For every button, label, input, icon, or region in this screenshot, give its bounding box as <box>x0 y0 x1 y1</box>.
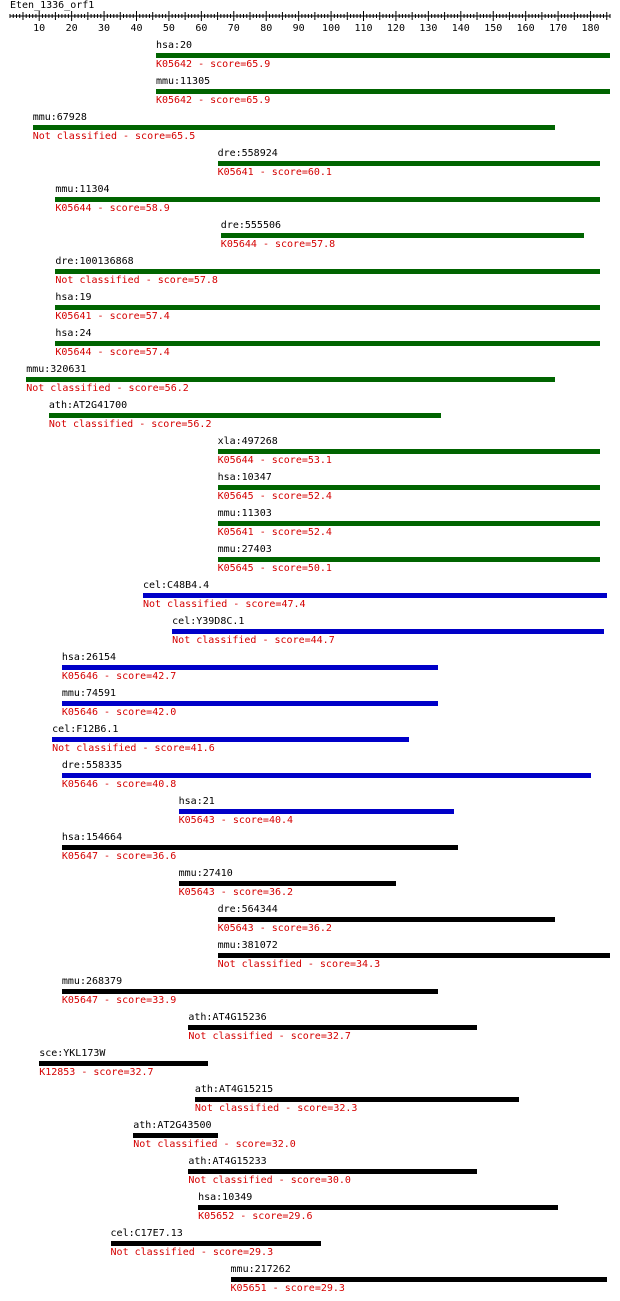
hit-bar[interactable] <box>55 341 600 346</box>
hit-score-label: Not classified - score=30.0 <box>188 1175 351 1186</box>
hit-row <box>188 1012 477 1043</box>
axis-tick-label: 90 <box>292 23 305 34</box>
hit-score-label: K05644 - score=57.4 <box>55 347 170 358</box>
axis-tick-label: 100 <box>322 23 341 34</box>
hit-row <box>55 256 600 287</box>
hit-row <box>188 1156 477 1187</box>
hit-row <box>55 292 600 323</box>
hit-name[interactable]: dre:558924 <box>217 148 278 159</box>
hit-row <box>218 904 555 935</box>
axis-tick-label: 50 <box>162 23 175 34</box>
hit-score-label: K05646 - score=40.8 <box>61 779 177 790</box>
hit-row <box>62 652 438 683</box>
hit-row <box>218 436 601 467</box>
hit-score-label: Not classified - score=56.2 <box>26 383 189 394</box>
hit-row <box>218 472 601 503</box>
hit-name[interactable]: hsa:20 <box>155 40 193 51</box>
hit-row <box>218 544 601 575</box>
hit-score-label: Not classified - score=34.3 <box>217 959 381 970</box>
hit-row <box>143 580 607 611</box>
hit-score-label: K05645 - score=50.1 <box>217 563 332 574</box>
hit-row <box>231 1264 607 1295</box>
hit-bar[interactable] <box>195 1097 519 1102</box>
hit-bar[interactable] <box>218 557 601 562</box>
axis-tick-label: 110 <box>354 23 373 34</box>
hit-bar[interactable] <box>188 1025 477 1030</box>
hit-row <box>62 832 458 863</box>
hit-name[interactable]: mmu:74591 <box>61 688 117 699</box>
hit-bar[interactable] <box>179 809 455 814</box>
hit-bar[interactable] <box>218 521 601 526</box>
hit-name[interactable]: mmu:27403 <box>217 544 272 555</box>
hit-name[interactable]: mmu:217262 <box>230 1264 291 1275</box>
axis-tick-label: 130 <box>419 23 438 34</box>
hit-bar[interactable] <box>62 665 438 670</box>
hit-score-label: Not classified - score=32.3 <box>194 1103 358 1114</box>
hit-row <box>39 1048 208 1079</box>
hit-name[interactable]: dre:564344 <box>217 904 278 915</box>
hit-name[interactable]: ath:AT2G41700 <box>48 400 128 411</box>
hit-name[interactable]: dre:100136868 <box>55 256 134 267</box>
hit-bar[interactable] <box>218 449 601 454</box>
hit-score-label: K12853 - score=32.7 <box>39 1067 154 1078</box>
axis-tick-label: 150 <box>484 23 503 34</box>
position-axis <box>0 0 620 36</box>
hit-score-label: Not classified - score=32.7 <box>188 1031 351 1042</box>
axis-tick-label: 30 <box>98 23 111 34</box>
hit-name[interactable]: mmu:11304 <box>55 184 110 195</box>
hit-bar[interactable] <box>143 593 607 598</box>
axis-tick-label: 70 <box>227 23 240 34</box>
hit-name[interactable]: sce:YKL173W <box>39 1048 106 1059</box>
hit-bar[interactable] <box>218 917 555 922</box>
hit-name[interactable]: cel:C48B4.4 <box>142 580 210 591</box>
hit-score-label: K05644 - score=58.9 <box>55 203 170 214</box>
hit-bar[interactable] <box>33 125 555 130</box>
hit-row <box>26 364 555 395</box>
hit-bar[interactable] <box>218 485 601 490</box>
hit-name[interactable]: cel:F12B6.1 <box>52 724 119 735</box>
hit-name[interactable]: ath:AT4G15215 <box>194 1084 274 1095</box>
hit-name[interactable]: mmu:11305 <box>155 76 211 87</box>
hit-score-label: K05646 - score=42.0 <box>61 707 177 718</box>
hit-name[interactable]: mmu:320631 <box>26 364 87 375</box>
hit-name[interactable]: hsa:10347 <box>217 472 272 483</box>
hit-row <box>221 220 584 251</box>
hit-score-label: K05641 - score=60.1 <box>217 167 332 178</box>
hit-name[interactable]: cel:Y39D8C.1 <box>172 616 245 627</box>
hit-bar[interactable] <box>172 629 603 634</box>
hit-name[interactable]: mmu:381072 <box>217 940 278 951</box>
hit-row <box>218 508 601 539</box>
axis-tick-label: 20 <box>65 23 78 34</box>
hit-bar[interactable] <box>156 89 610 94</box>
hit-row <box>218 940 610 971</box>
axis-tick-label: 10 <box>33 23 46 34</box>
hit-score-label: K05651 - score=29.3 <box>230 1283 345 1294</box>
hit-name[interactable]: xla:497268 <box>217 436 278 447</box>
hit-bar[interactable] <box>221 233 584 238</box>
hit-row <box>195 1084 519 1115</box>
axis-tick-label: 180 <box>581 23 600 34</box>
hit-name[interactable]: hsa:10349 <box>198 1192 253 1203</box>
hit-name[interactable]: hsa:26154 <box>61 652 117 663</box>
hit-row <box>55 328 600 359</box>
axis-tick-label: 40 <box>130 23 143 34</box>
hit-bar[interactable] <box>62 773 591 778</box>
hit-score-label: Not classified - score=32.0 <box>133 1139 296 1150</box>
hit-bar[interactable] <box>218 161 601 166</box>
hit-score-label: K05642 - score=65.9 <box>155 95 271 106</box>
hit-bar[interactable] <box>198 1205 558 1210</box>
hit-bar[interactable] <box>55 305 600 310</box>
hit-bar[interactable] <box>62 845 458 850</box>
hit-name[interactable]: mmu:67928 <box>32 112 87 123</box>
hit-score-label: K05652 - score=29.6 <box>198 1211 313 1222</box>
axis-tick-label: 160 <box>516 23 535 34</box>
hit-row <box>49 400 441 431</box>
hit-name[interactable]: hsa:154664 <box>61 832 123 843</box>
query-title: Eten_1336_orf1 <box>10 0 95 11</box>
hit-bar[interactable] <box>55 269 600 274</box>
hit-bar[interactable] <box>62 989 438 994</box>
hit-bar[interactable] <box>55 197 600 202</box>
hit-score-label: K05644 - score=57.8 <box>220 239 336 250</box>
hit-row <box>111 1228 322 1259</box>
hit-score-label: Not classified - score=29.3 <box>110 1247 274 1258</box>
hit-score-label: K05646 - score=42.7 <box>61 671 177 682</box>
hit-bar[interactable] <box>111 1241 322 1246</box>
hit-score-label: Not classified - score=56.2 <box>48 419 212 430</box>
hit-name[interactable]: mmu:27410 <box>178 868 233 879</box>
hit-row <box>52 724 409 755</box>
hit-row <box>156 76 610 107</box>
hit-name[interactable]: hsa:21 <box>178 796 215 807</box>
hit-bar[interactable] <box>218 953 610 958</box>
axis-tick-label: 60 <box>195 23 208 34</box>
hit-score-label: K05645 - score=52.4 <box>217 491 332 502</box>
hit-name[interactable]: cel:C17E7.13 <box>110 1228 183 1239</box>
hit-score-label: K05643 - score=36.2 <box>217 923 332 934</box>
hit-row <box>133 1120 296 1151</box>
axis-tick-label: 170 <box>549 23 568 34</box>
hit-score-label: K05643 - score=36.2 <box>178 887 294 898</box>
hit-score-label: Not classified - score=44.7 <box>172 635 335 646</box>
hit-name[interactable]: ath:AT2G43500 <box>133 1120 212 1131</box>
hit-bar[interactable] <box>231 1277 607 1282</box>
hit-row <box>62 976 438 1007</box>
hit-name[interactable]: dre:555506 <box>220 220 282 231</box>
hit-row <box>33 112 555 143</box>
hit-row <box>156 40 610 71</box>
hit-bar[interactable] <box>62 701 438 706</box>
hit-score-label: K05641 - score=52.4 <box>217 527 332 538</box>
hit-row <box>179 796 455 827</box>
hit-row <box>179 868 396 899</box>
hit-score-label: Not classified - score=47.4 <box>142 599 306 610</box>
hit-name[interactable]: dre:558335 <box>61 760 123 771</box>
hit-score-label: Not classified - score=65.5 <box>32 131 196 142</box>
axis-tick-label: 120 <box>386 23 405 34</box>
axis-tick-label: 140 <box>451 23 470 34</box>
hit-score-label: Not classified - score=41.6 <box>52 743 215 754</box>
hit-name[interactable]: hsa:19 <box>55 292 92 303</box>
hit-row <box>218 148 601 179</box>
hit-score-label: K05641 - score=57.4 <box>55 311 170 322</box>
hit-row <box>172 616 603 647</box>
hit-row <box>62 688 438 719</box>
hit-score-label: K05642 - score=65.9 <box>155 59 271 70</box>
hit-row <box>62 760 591 791</box>
hit-name[interactable]: mmu:268379 <box>61 976 123 987</box>
hit-score-label: K05643 - score=40.4 <box>178 815 294 826</box>
hit-row <box>198 1192 558 1223</box>
hit-row <box>55 184 600 215</box>
hit-score-label: K05647 - score=36.6 <box>61 851 177 862</box>
hit-bar[interactable] <box>49 413 441 418</box>
hit-bar[interactable] <box>52 737 409 742</box>
hit-name[interactable]: ath:AT4G15236 <box>188 1012 267 1023</box>
hit-bar[interactable] <box>156 53 610 58</box>
hit-bar[interactable] <box>133 1133 217 1138</box>
axis-tick-label: 80 <box>260 23 273 34</box>
hit-score-label: Not classified - score=57.8 <box>55 275 218 286</box>
hit-bar[interactable] <box>188 1169 477 1174</box>
hit-name[interactable]: hsa:24 <box>55 328 92 339</box>
hit-score-label: K05647 - score=33.9 <box>61 995 177 1006</box>
hit-bar[interactable] <box>26 377 555 382</box>
hit-name[interactable]: mmu:11303 <box>217 508 272 519</box>
hit-name[interactable]: ath:AT4G15233 <box>188 1156 267 1167</box>
hit-bar[interactable] <box>179 881 396 886</box>
hit-bar[interactable] <box>39 1061 208 1066</box>
hit-score-label: K05644 - score=53.1 <box>217 455 332 466</box>
